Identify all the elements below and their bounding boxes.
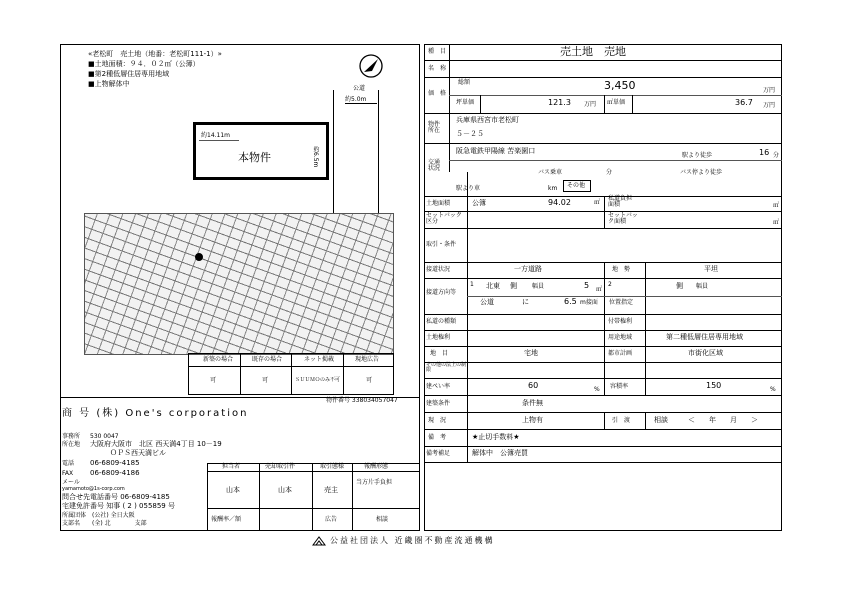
name-label: 名 称 bbox=[428, 65, 447, 72]
land-area-type: 公簿 bbox=[472, 199, 486, 207]
building-condition-label: 建築条件 bbox=[426, 400, 451, 407]
area-map bbox=[84, 213, 394, 355]
association-label: 所属団体 bbox=[62, 512, 87, 519]
tel-value: 06-6809-4185 bbox=[90, 459, 140, 467]
price-total-label: 総額 bbox=[458, 79, 471, 86]
map-header-new: 新築の場合 bbox=[203, 356, 234, 363]
public-road-value: 公道 bbox=[480, 298, 494, 306]
walk-label: 駅より徒歩 bbox=[682, 152, 713, 159]
building-condition-value: 条件無 bbox=[522, 399, 543, 407]
land-category-value: 宅地 bbox=[524, 349, 538, 357]
staff-value-sales: 山本 bbox=[278, 486, 292, 494]
price-total: 3,450 bbox=[604, 79, 636, 92]
setback-label: セットバック区分 bbox=[426, 212, 462, 225]
far-label: 容積率 bbox=[610, 383, 629, 390]
price-unit: 万円 bbox=[763, 87, 776, 94]
property-label: 本物件 bbox=[238, 151, 271, 164]
property-title: «老松町 売土地（地番：老松町111-1）» bbox=[88, 50, 222, 58]
fax-label: FAX bbox=[62, 470, 74, 477]
map-value-new: 可 bbox=[210, 377, 217, 384]
status-value: 上物有 bbox=[522, 416, 543, 424]
dir1-side: 側 bbox=[510, 282, 517, 290]
map-value-net: ＳＵＵＭＯのみ不可 bbox=[295, 377, 341, 383]
coverage-label: 建ぺい率 bbox=[426, 383, 451, 390]
zoning-label: 用途地域 bbox=[608, 334, 633, 341]
branch-value: (全) 北 支部 bbox=[92, 520, 147, 527]
dir1-width-label: 幅員 bbox=[532, 283, 545, 290]
access-value: 一方道路 bbox=[514, 265, 542, 273]
fax-value: 06-6809-4186 bbox=[90, 469, 140, 477]
type-value: 売土地 売地 bbox=[560, 45, 626, 58]
walk-value: 16 bbox=[759, 148, 770, 157]
license-number: 宅建免許番号 知事 ( 2 ) 055859 号 bbox=[62, 502, 175, 510]
contact-phone: 問合せ先電話番号 06-6809-4185 bbox=[62, 493, 170, 501]
type-label: 種 目 bbox=[428, 48, 447, 55]
m2-price-label: ㎡単価 bbox=[607, 99, 626, 106]
other-transport-label: その他 bbox=[567, 182, 586, 189]
mail-label: メール bbox=[62, 479, 80, 486]
dir1-width-unit: ㎡ bbox=[596, 286, 603, 293]
rights-label: 付帯権利 bbox=[608, 318, 633, 325]
company-name: 商 号 (株) One's corporation bbox=[62, 408, 249, 419]
location-label: 物件所在 bbox=[428, 121, 441, 134]
conditions-label: 取引・条件 bbox=[426, 241, 457, 248]
land-area-unit: ㎡ bbox=[594, 199, 601, 206]
city-plan-label: 都市計画 bbox=[608, 350, 633, 357]
fee-rate-label: 報酬率／額 bbox=[211, 516, 242, 523]
map-value-existing: 可 bbox=[262, 377, 269, 384]
delivery-label: 引 渡 bbox=[612, 417, 631, 424]
association-value: (公社) 全日大阪 bbox=[92, 512, 135, 519]
land-rights-label: 土地権利 bbox=[426, 334, 451, 341]
remarks-label: 備 考 bbox=[428, 434, 447, 441]
association-logo-icon bbox=[312, 536, 326, 546]
bus-ride-label: バス乗車 bbox=[538, 169, 563, 176]
coverage-value: 60 bbox=[528, 381, 539, 390]
direction-label: 接道方向等 bbox=[426, 289, 457, 296]
delivery-value: 相談 bbox=[654, 416, 668, 424]
access-label: 接道状況 bbox=[426, 266, 451, 273]
footer-association: 公益社団法人 近畿圏不動産流通機構 bbox=[330, 536, 495, 545]
zoning-value: 第二種低層住居専用地域 bbox=[666, 333, 743, 341]
mail-value: yamamoto@1s-corp.com bbox=[62, 486, 125, 492]
coverage-unit: % bbox=[594, 386, 600, 393]
other-limits-label: その他の法上の制限 bbox=[426, 362, 467, 373]
dir2-number: 2 bbox=[608, 281, 612, 288]
price-label: 価 格 bbox=[428, 90, 447, 97]
staff-header-sales: 売却取引件 bbox=[265, 463, 296, 470]
ad-value: 相談 bbox=[376, 516, 389, 523]
staff-value-mode: 売主 bbox=[324, 486, 338, 494]
remarks2-label: 備考補足 bbox=[426, 450, 451, 457]
property-marker-icon bbox=[195, 253, 203, 261]
staff-value-fee: 当方片手負担 bbox=[356, 479, 393, 486]
location-line-2: ５－２５ bbox=[456, 130, 484, 138]
far-unit: % bbox=[770, 386, 776, 393]
status-label: 現 況 bbox=[428, 417, 447, 424]
staff-value-person: 山本 bbox=[226, 486, 240, 494]
bullet-building: ■上物解体中 bbox=[88, 80, 130, 88]
delivery-date: ＜ 年 月 ＞ bbox=[688, 416, 758, 424]
bullet-zoning: ■第2種低層住居専用地域 bbox=[88, 70, 170, 78]
dir2-width-label: 幅員 bbox=[696, 283, 709, 290]
staff-header-person: 担当者 bbox=[222, 463, 241, 470]
office-postal: 530 0047 bbox=[90, 433, 119, 440]
map-value-local: 可 bbox=[366, 377, 373, 384]
transport-line: 阪急電鉄甲陽線 苦楽園口 bbox=[456, 147, 536, 155]
office-label: 事務所 bbox=[62, 433, 81, 440]
staff-header-mode: 取引態様 bbox=[320, 463, 345, 470]
land-category-label: 地 目 bbox=[430, 350, 449, 357]
transport-label: 交通状況 bbox=[428, 159, 441, 172]
frontage-value: 6.5 bbox=[564, 297, 577, 306]
dir2-side: 側 bbox=[676, 282, 683, 290]
designation-label: 位置指定 bbox=[609, 299, 634, 306]
bus-unit: 分 bbox=[606, 169, 613, 176]
dir1-width: 5 bbox=[584, 281, 590, 290]
private-road-type-label: 私道の種類 bbox=[426, 318, 457, 325]
terrain-value: 平坦 bbox=[704, 265, 718, 273]
map-header-local: 現地広告 bbox=[355, 356, 380, 363]
private-road-label: 私道負担面積 bbox=[608, 195, 633, 208]
land-area-label: 土地面積 bbox=[426, 200, 451, 207]
dir1-number: 1 bbox=[470, 281, 474, 288]
walk-unit: 分 bbox=[773, 152, 780, 159]
terrain-label: 地 勢 bbox=[612, 266, 631, 273]
bullet-area: ■土地面積：９４．０２㎡（公簿） bbox=[88, 60, 200, 68]
tsubo-unit: 万円 bbox=[584, 101, 597, 108]
remarks2-value: 解体中 公簿売買 bbox=[472, 449, 528, 457]
ad-label: 広告 bbox=[325, 516, 338, 523]
public-road-label: 公道 bbox=[353, 85, 366, 92]
km-unit: km bbox=[548, 185, 558, 192]
plot-width-label: 約14.11m bbox=[201, 132, 231, 139]
address-line-1: 大阪府大阪市 北区 西天満4丁目 10－19 bbox=[90, 440, 222, 448]
remarks-value: ★止切手数料★ bbox=[472, 433, 520, 441]
branch-label: 支部名 bbox=[62, 520, 81, 527]
road-width-label: 約5.0m bbox=[345, 96, 367, 103]
setback-area-label: セットバック面積 bbox=[608, 212, 638, 225]
frontage-unit: m接面 bbox=[580, 299, 598, 306]
location-line-1: 兵庫県西宮市老松町 bbox=[456, 116, 519, 124]
tel-label: 電話 bbox=[62, 460, 75, 467]
car-label: 駅より車 bbox=[456, 185, 481, 192]
north-compass-icon bbox=[357, 52, 385, 80]
dir1-value: 北東 bbox=[486, 282, 500, 290]
map-header-net: ネット掲載 bbox=[304, 356, 335, 363]
staff-header-fee: 報酬形態 bbox=[364, 463, 389, 470]
address-label: 所在地 bbox=[62, 441, 81, 448]
address-line-2: ＯＰＳ西天満ビル bbox=[110, 449, 166, 457]
bus-stop-label: バス停より徒歩 bbox=[680, 169, 723, 176]
far-value: 150 bbox=[706, 381, 722, 390]
doc-number: 物件番号 338034057047 bbox=[326, 397, 398, 404]
frontage-label: に bbox=[522, 298, 529, 306]
private-road-unit: ㎡ bbox=[773, 202, 780, 209]
city-plan-value: 市街化区域 bbox=[688, 349, 723, 357]
m2-price-unit: 万円 bbox=[763, 102, 776, 109]
land-area-value: 94.02 bbox=[548, 198, 571, 207]
tsubo-value: 121.3 bbox=[548, 98, 571, 107]
setback-area-unit: ㎡ bbox=[773, 219, 780, 226]
plot-depth-label: 約6.5m bbox=[312, 146, 319, 168]
map-header-existing: 既存の場合 bbox=[252, 356, 283, 363]
m2-price-value: 36.7 bbox=[735, 98, 753, 107]
tsubo-label: 坪単価 bbox=[456, 99, 475, 106]
